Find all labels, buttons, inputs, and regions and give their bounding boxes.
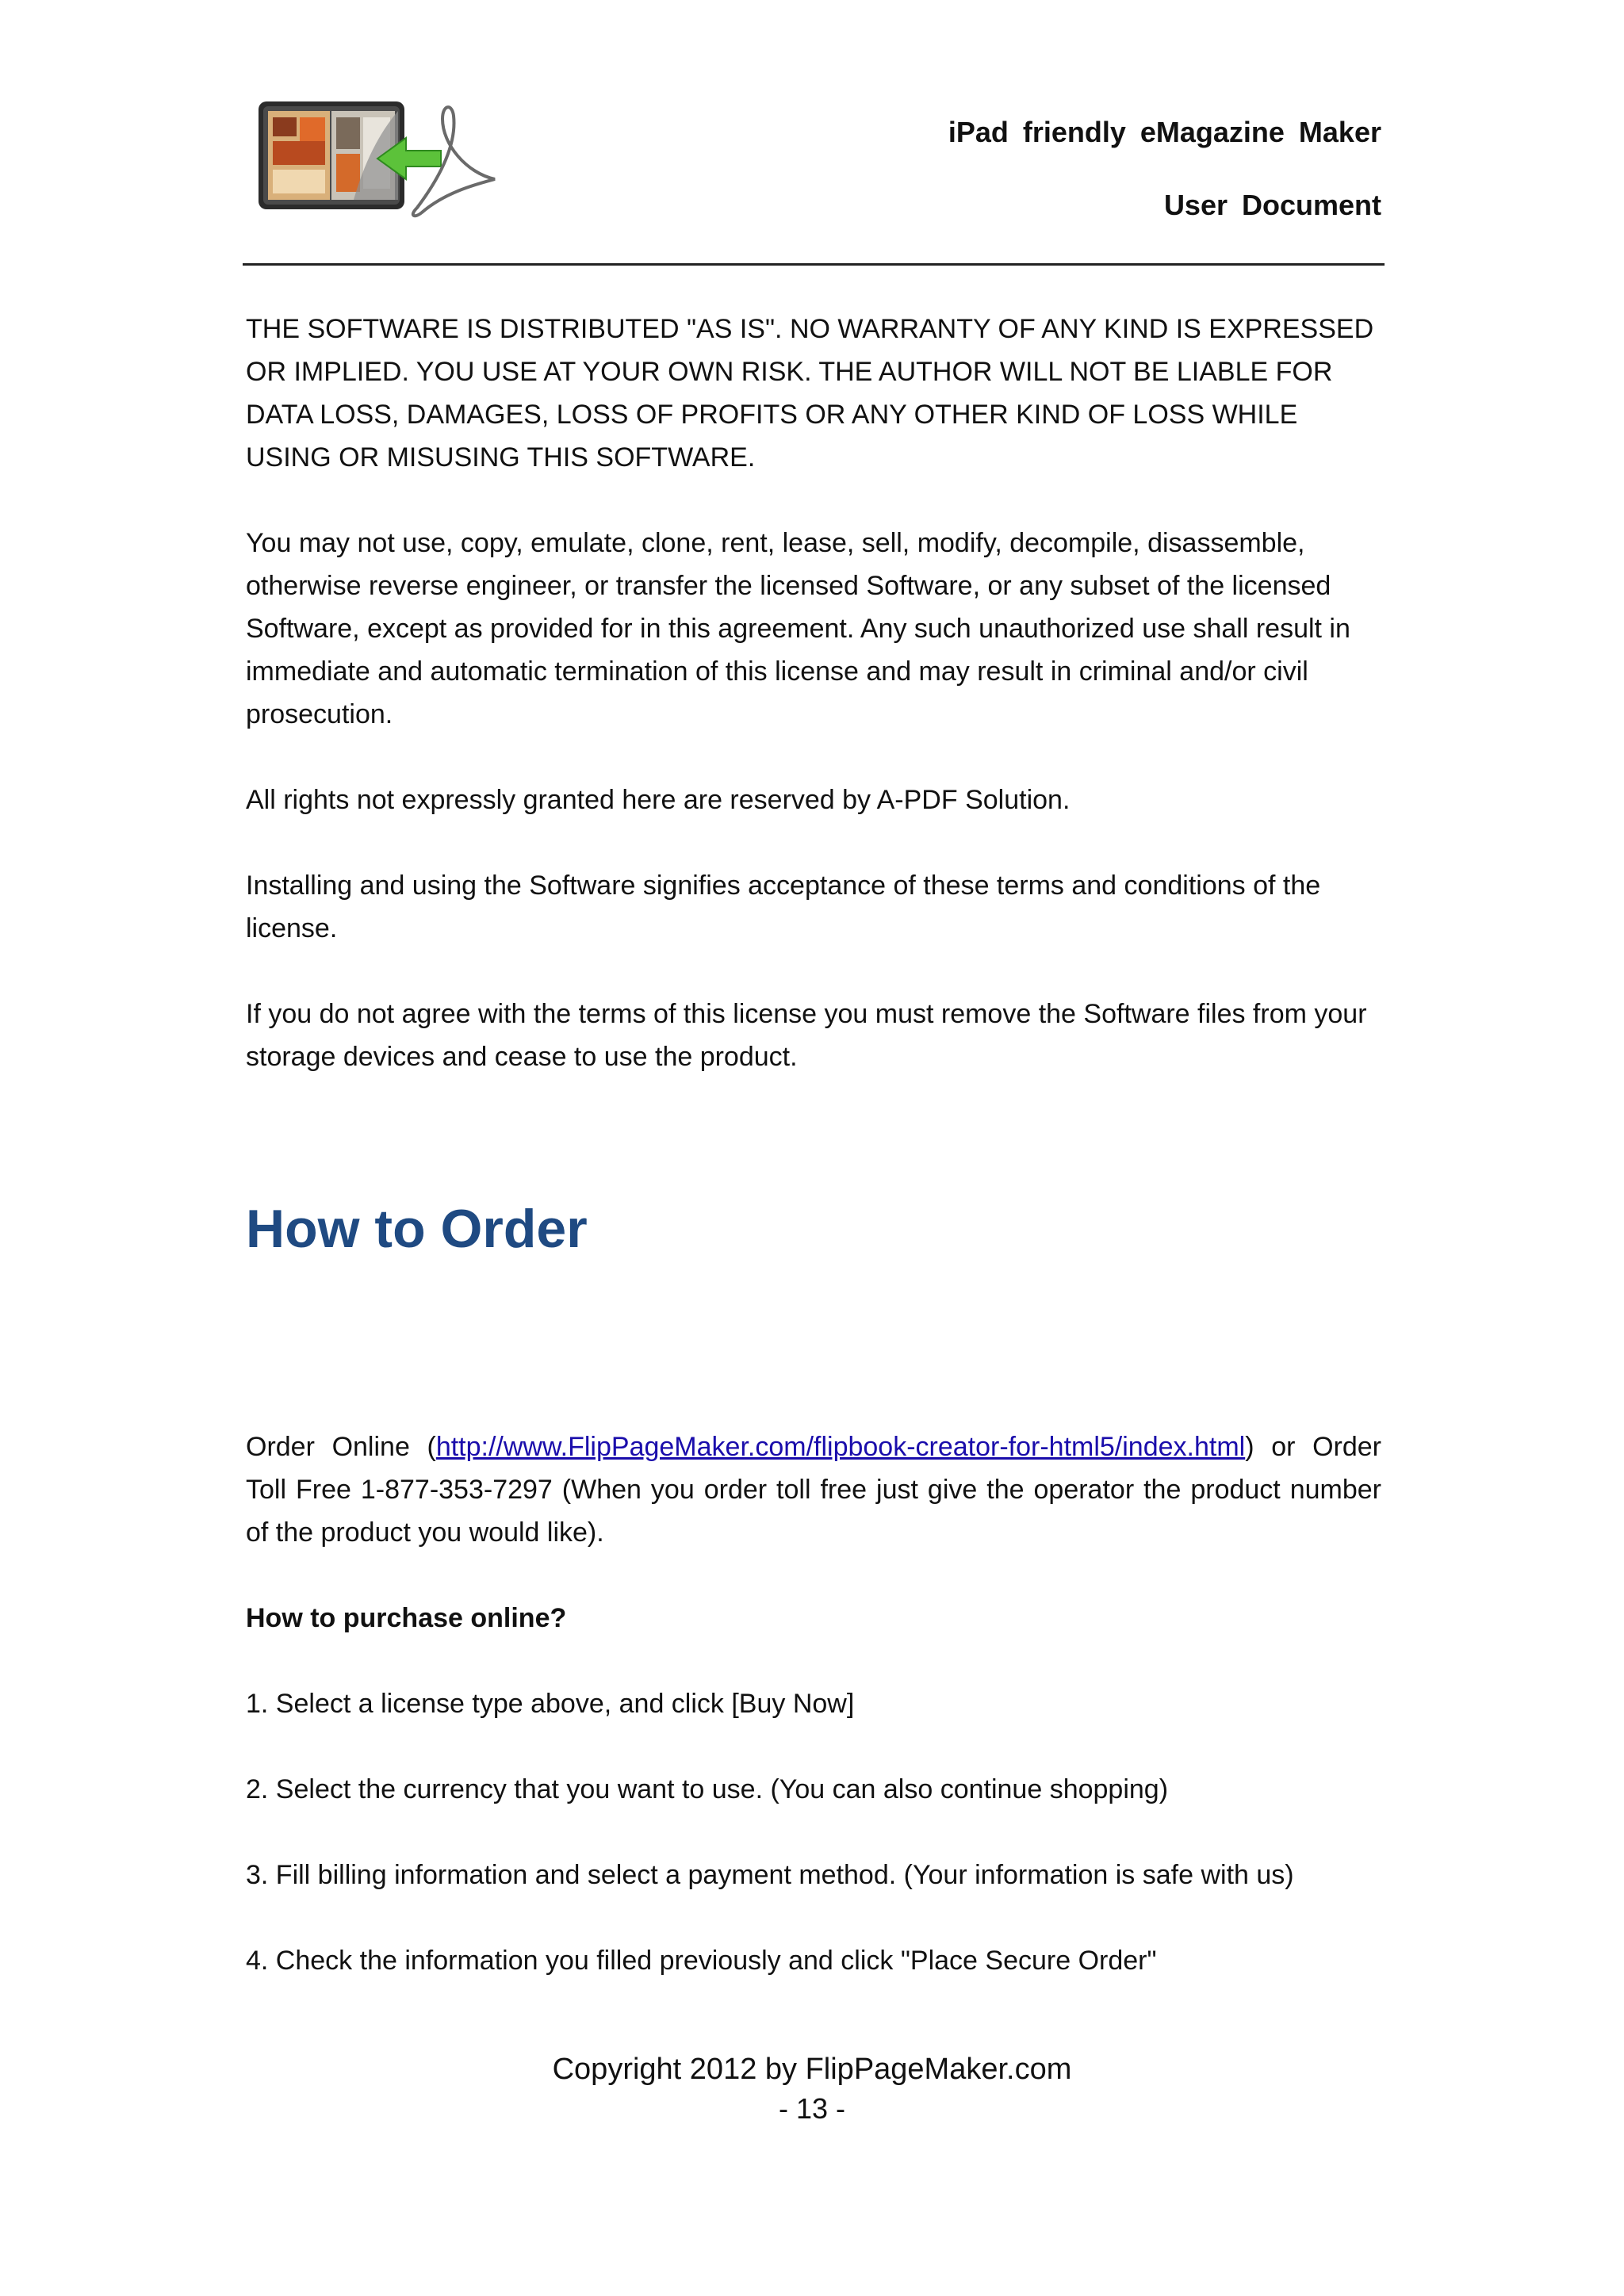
purchase-step-2: 2. Select the currency that you want to use. (You can also continue shopping) (246, 1774, 1169, 1804)
flipbook-pdf-logo-icon (259, 97, 500, 224)
disclaimer-paragraph: THE SOFTWARE IS DISTRIBUTED "AS IS". NO WARRANTY OF ANY KIND IS EXPRESSED OR IMPLIED. YOU USE AT YOUR OWN RISK. THE AUTHOR WILL NOT BE LIABLE FOR DATA LOSS, DAMAGES, LOSS OF PROFITS OR ANY OTHER KIND OF LOSS WHILE USING OR MISUSING THIS SOFTWARE. (246, 314, 1374, 473)
order-online-suffix: ) or Order Toll Free 1-877-353-7297 (When you order toll free just give the operator the product number of the product you would like). (246, 1432, 1381, 1548)
purchase-online-question: How to purchase online? (246, 1603, 567, 1633)
purchase-step-1: 1. Select a license type above, and click [Buy Now] (246, 1689, 855, 1719)
page-content (246, 308, 1381, 2025)
acceptance-paragraph: Installing and using the Software signifies acceptance of these terms and conditions of the license. (246, 871, 1321, 943)
footer-page-number: - 13 - (778, 2092, 846, 2125)
page-header (243, 87, 1385, 263)
order-online-paragraph (246, 1425, 1381, 1554)
removal-paragraph: If you do not agree with the terms of this license you must remove the Software files from your storage devices and cease to use the product. (246, 999, 1367, 1072)
rights-paragraph: All rights not expressly granted here are reserved by A-PDF Solution. (246, 785, 1071, 815)
purchase-step-3: 3. Fill billing information and select a payment method. (Your information is safe with us) (246, 1860, 1294, 1890)
header-subtitle: User Document (1163, 189, 1381, 221)
order-online-prefix: Order Online ( (246, 1432, 436, 1462)
header-divider (243, 263, 1385, 266)
restrictions-paragraph: You may not use, copy, emulate, clone, rent, lease, sell, modify, decompile, disassemble, otherwise reverse engineer, or transfer the licensed Software, or any subset of the licensed Software, except as provided for in this agreement. Any such unauthorized use shall result in immediate and automatic termination of this license and may result in criminal and/or civil prosecution. (246, 528, 1350, 729)
order-online-link[interactable]: http://www.FlipPageMaker.com/flipbook-creator-for-html5/index.html (435, 1432, 1246, 1462)
section-heading-how-to-order: How to Order (246, 1199, 588, 1259)
page-footer (0, 2049, 1624, 2128)
footer-copyright: Copyright 2012 by FlipPageMaker.com (552, 2053, 1072, 2086)
header-title: iPad friendly eMagazine Maker (948, 116, 1381, 148)
purchase-step-4: 4. Check the information you filled previously and click "Place Secure Order" (246, 1946, 1157, 1976)
